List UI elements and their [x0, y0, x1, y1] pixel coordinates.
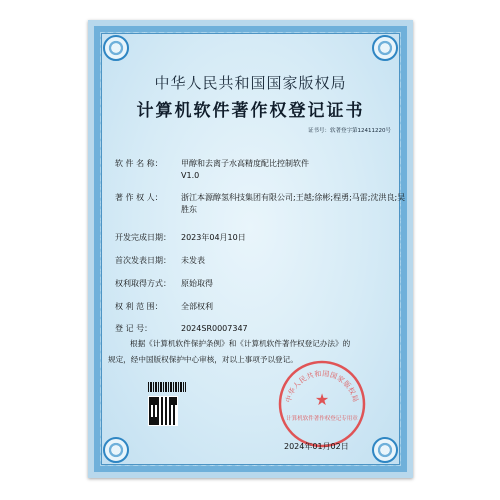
field-label: 首次发表日期：: [115, 256, 171, 265]
field-label: 权 利 范 围：: [115, 302, 163, 311]
seal-inner-text: 计算机软件著作权登记专用章: [286, 416, 358, 422]
completion-date: 2023年04月10日: [181, 233, 246, 242]
field-value: [181, 158, 406, 182]
certificate: [88, 20, 413, 478]
issue-date: 2024年01月02日: [284, 442, 349, 451]
field-label: 著 作 权 人：: [115, 193, 163, 202]
barcode: [148, 382, 186, 392]
certificate-title: 计算机软件著作权登记证书: [136, 101, 365, 121]
acquisition-method: 原始取得: [181, 279, 213, 288]
registration-number: 2024SR0007347: [181, 324, 248, 333]
seal-outer-text: 中华人民共和国国家版权局: [284, 369, 360, 404]
statement-line-1: 根据《计算机软件保护条例》和《计算机软件著作权登记办法》的: [130, 339, 351, 348]
rights-scope: 全部权利: [181, 302, 213, 311]
field-label: 开发完成日期：: [115, 233, 171, 242]
software-version: V1.0: [181, 171, 200, 180]
field-label: 登 记 号：: [115, 324, 153, 333]
first-publication: 未发表: [181, 256, 205, 265]
cert-no-value: 软著登字第12411220号: [330, 128, 391, 134]
seal-star-icon: ★: [314, 390, 330, 409]
statement-line-2: 规定，经中国版权保护中心审核，对以上事项予以登记。: [108, 355, 298, 364]
field-label: 软 件 名 称：: [115, 159, 163, 168]
software-name: 甲醇和去离子水高精度配比控制软件: [181, 159, 309, 168]
certificate-number: [308, 126, 391, 134]
certificate-body: [88, 20, 413, 478]
cert-no-label: 证书号：: [307, 128, 330, 134]
issuer-title: 中华人民共和国国家版权局: [154, 74, 347, 92]
field-label: 权利取得方式：: [115, 279, 171, 288]
copyright-holder: 浙江本源醇氢科技集团有限公司;王越;徐彬;程勇;马雷;沈洪良;吴胜东: [181, 193, 406, 214]
qr-code: [148, 396, 178, 426]
official-seal: [276, 358, 368, 450]
